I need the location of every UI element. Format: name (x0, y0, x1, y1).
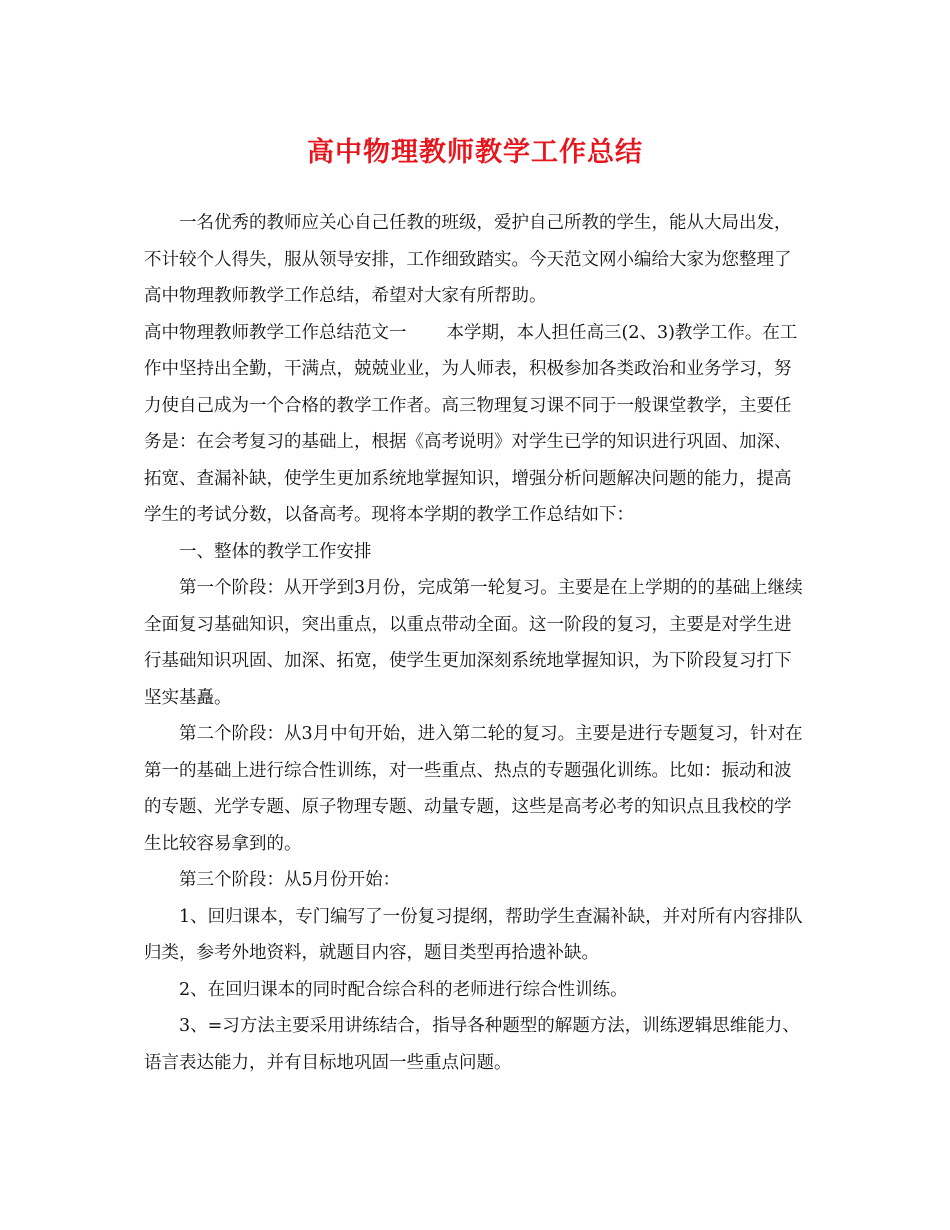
section-label: 高中物理教师教学工作总结范文一 (144, 322, 407, 343)
document-body (144, 205, 804, 1081)
list-item-3: 3、=习方法主要采用讲练结合，指导各种题型的解题方法，训练逻辑思维能力、语言表达能力，并有目标地巩固一些重点问题。 (144, 1016, 800, 1073)
stage-two-paragraph: 第二个阶段：从3月中旬开始，进入第二轮的复习。主要是进行专题复习，针对在第一的基础上进行综合性训练，对一些重点、热点的专题强化训练。比如：振动和波的专题、光学专题、原子物理专题、动量专题，这些是高考必考的知识点且我校的学生比较容易拿到的。 (144, 724, 803, 854)
list-item-1: 1、回归课本，专门编写了一份复习提纲，帮助学生查漏补缺，并对所有内容排队归类，参考外地资料，就题目内容，题目类型再拾遗补缺。 (144, 906, 803, 963)
heading-overall-arrangement: 一、整体的教学工作安排 (179, 541, 372, 562)
intro-paragraph: 一名优秀的教师应关心自己任教的班级，爱护自己所教的学生，能从大局出发，不计较个人得失，服从领导安排，工作细致踏实。今天范文网小编给大家为您整理了高中物理教师教学工作总结，希望对大家有所帮助。 (144, 213, 792, 306)
stage-three-paragraph: 第三个阶段：从5月份开始： (179, 870, 401, 890)
list-item-2: 2、在回归课本的同时配合综合科的老师进行综合性训练。 (179, 979, 628, 1000)
section-first-text: 本学期，本人担任高三(2、3)教学工作。在工作中坚持出全勤，干满点，兢兢业业，为人师表，积极参加各类政治和业务学习，努力使自己成为一个合格的教学工作者。高三物理复习课不同于一般课堂教学，主要任务是：在会考复习的基础上，根据《高考说明》对学生已学的知识进行巩固、加深、拓宽、查漏补缺，使学生更加系统地掌握知识，增强分析问题解决问题的能力，提高学生的考试分数，以备高考。现将本学期的教学工作总结如下： (144, 322, 798, 525)
stage-one-paragraph: 第一个阶段：从开学到3月份，完成第一轮复习。主要是在上学期的的基础上继续全面复习基础知识，突出重点，以重点带动全面。这一阶段的复习，主要是对学生进行基础知识巩固、加深、拓宽，使学生更加深刻系统地掌握知识，为下阶段复习打下坚实基矗。 (144, 578, 803, 708)
document-title: 高中物理教师教学工作总结 (307, 137, 643, 168)
section-first-paragraph (144, 315, 804, 534)
